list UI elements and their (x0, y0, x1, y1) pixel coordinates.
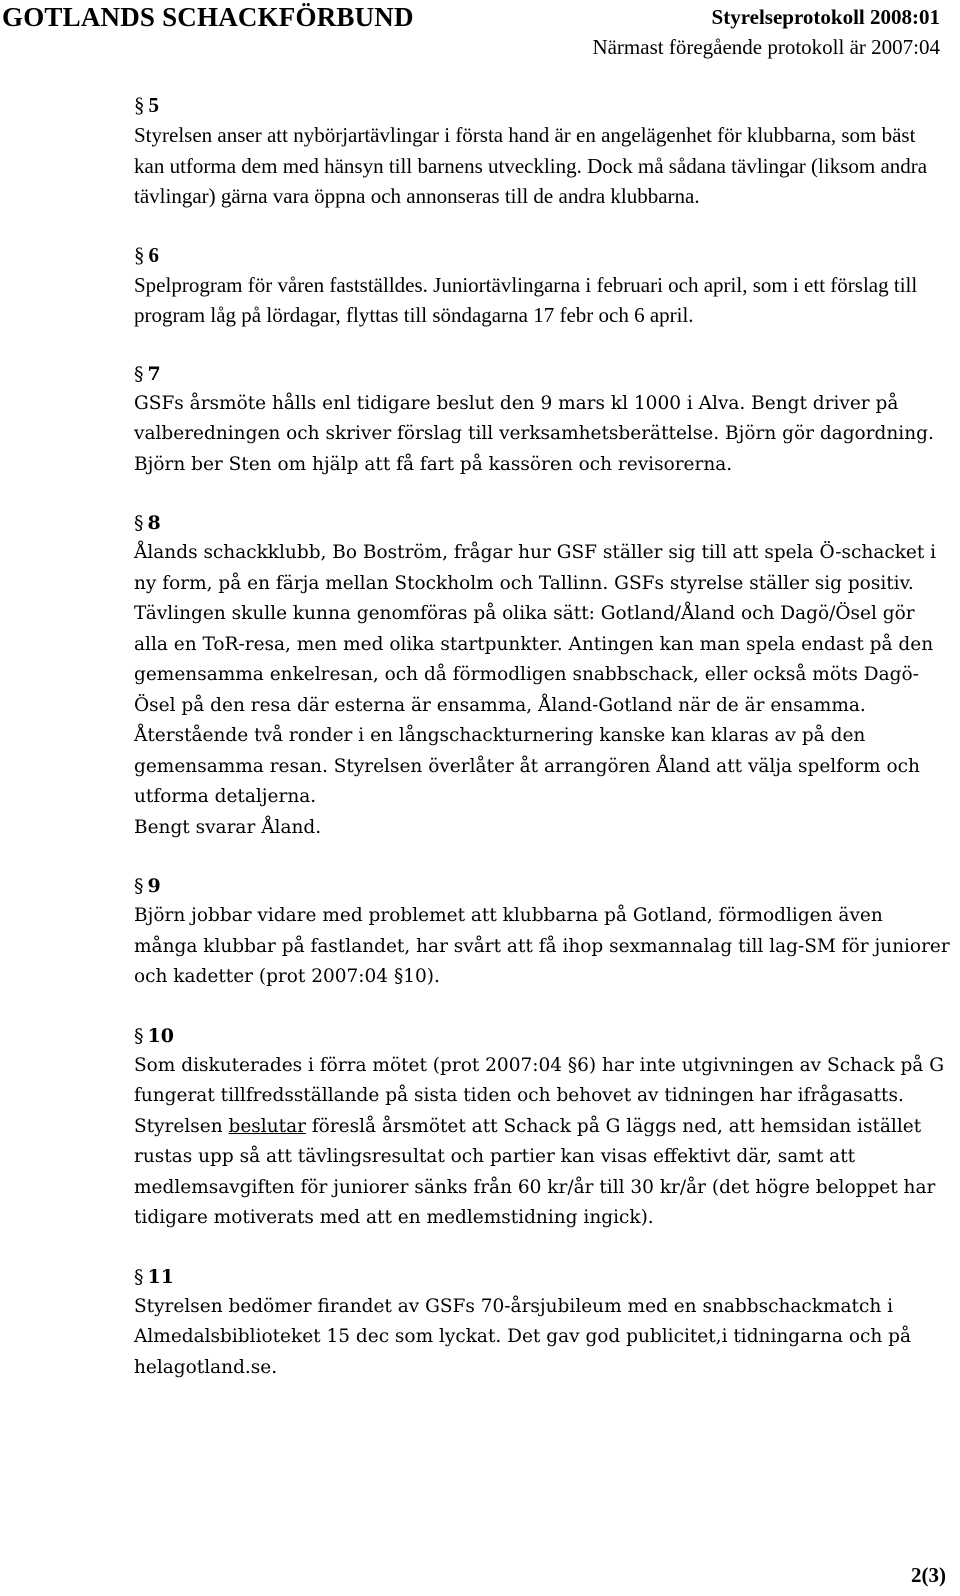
section-9 (134, 871, 950, 993)
section-text: GSFs årsmöte hålls enl tidigare beslut den 9 mars kl 1000 i Alva. Bengt driver på valberedningen och skriver förslag till verksamhetsberättelse. Björn gör dagordning. Björn ber Sten om hjälp att få fart på kassören och revisorerna. (134, 392, 934, 475)
paragraph-symbol: § (134, 1265, 144, 1288)
section-heading (134, 359, 950, 389)
section-heading (134, 871, 950, 901)
section-text (134, 1051, 950, 1234)
section-10 (134, 1021, 950, 1234)
previous-protocol: Närmast föregående protokoll är 2007:04 (592, 35, 940, 59)
protocol-number: Styrelseprotokoll 2008:01 (711, 5, 940, 29)
page-number: 2(3) (911, 1563, 946, 1587)
protocol-body (134, 90, 950, 1383)
paragraph-symbol: § (134, 1024, 144, 1047)
paragraph-symbol: § (134, 242, 145, 267)
section-8 (134, 508, 950, 843)
section-number: 9 (147, 875, 161, 897)
decision-word: beslutar (228, 1115, 306, 1137)
section-heading (134, 90, 950, 120)
paragraph-symbol: § (134, 875, 144, 897)
section-number: 10 (147, 1024, 174, 1047)
section-5 (134, 90, 950, 212)
section-7 (134, 359, 950, 481)
section-11 (134, 1262, 950, 1384)
section-text: Styrelsen anser att nybörjartävlingar i första hand är en angelägenhet för klubbarna, som bäst kan utforma dem med hänsyn till barnens utveckling. Dock må sådana tävlingar (liksom andra tävlingar) gärna vara öppna och annonseras till de andra klubbarna. (134, 123, 928, 208)
section-6 (134, 240, 950, 331)
section-text: Styrelsen bedömer firandet av GSFs 70-årsjubileum med en snabbschackmatch i Almedalsbiblioteket 15 dec som lyckat. Det gav god publicitet,i tidningarna och på helagotland.se. (134, 1295, 912, 1378)
paragraph-symbol: § (134, 362, 144, 385)
section-extra-line: Bengt svarar Åland. (134, 816, 322, 838)
section-number: 6 (148, 242, 159, 267)
section-number: 11 (147, 1265, 174, 1288)
section-text: Ålands schackklubb, Bo Boström, frågar hur GSF ställer sig till att spela Ö-schacket i ny form, på en färja mellan Stockholm och Tallinn. GSFs styrelse ställer sig positiv. Tävlingen skulle kunna genomföras på olika sätt: Gotland/Åland och Dagö/Ösel gör alla en ToR-resa, men med olika startpunkter. Antingen kan man spela endast på den gemensamma enkelresan, och då förmodligen snabbschack, eller också möts Dagö-Ösel på den resa där esterna är ensamma, Åland-Gotland när de är ensamma. Återstående två ronder i en långschackturnering kanske kan klaras av på den gemensamma resan. Styrelsen överlåter åt arrangören Åland att välja spelform och utforma detaljerna. (134, 542, 937, 807)
organization-name: GOTLANDS SCHACKFÖRBUND (2, 2, 414, 32)
section-number: 8 (147, 512, 161, 534)
section-heading (134, 240, 950, 270)
section-heading (134, 1262, 950, 1292)
section-text: Björn jobbar vidare med problemet att klubbarna på Gotland, förmodligen även många klubbar på fastlandet, har svårt att få ihop sexmannalag till lag-SM för juniorer och kadetter (prot 2007:04 §10). (134, 905, 950, 987)
section-heading (134, 1021, 950, 1051)
section-heading (134, 508, 950, 538)
protocol-header (592, 2, 940, 62)
section-number: 5 (148, 93, 159, 117)
section-text-part: Som diskuterades i förra mötet (prot 2007:04 §6) har inte utgivningen av Schack på G fungerat tillfredsställande på sista tiden och behovet av tidningen har ifrågasatts. Styrelsen (134, 1054, 944, 1137)
section-text-part: föreslå årsmötet att Schack på G läggs ned, att hemsidan istället rustas upp så att tävlingsresultat och partier kan visas effektivt där, samt att medlemsavgiften för juniorer sänks från 60 kr/år till 30 kr/år (det högre beloppet har tidigare motiverats med att en medlemstidning ingick). (134, 1115, 936, 1228)
section-number: 7 (147, 362, 161, 385)
section-text: Spelprogram för våren fastställdes. Juniortävlingarna i februari och april, som i ett förslag till program låg på lördagar, flyttas till söndagarna 17 febr och 6 april. (134, 272, 918, 327)
paragraph-symbol: § (134, 512, 144, 534)
paragraph-symbol: § (134, 93, 145, 117)
